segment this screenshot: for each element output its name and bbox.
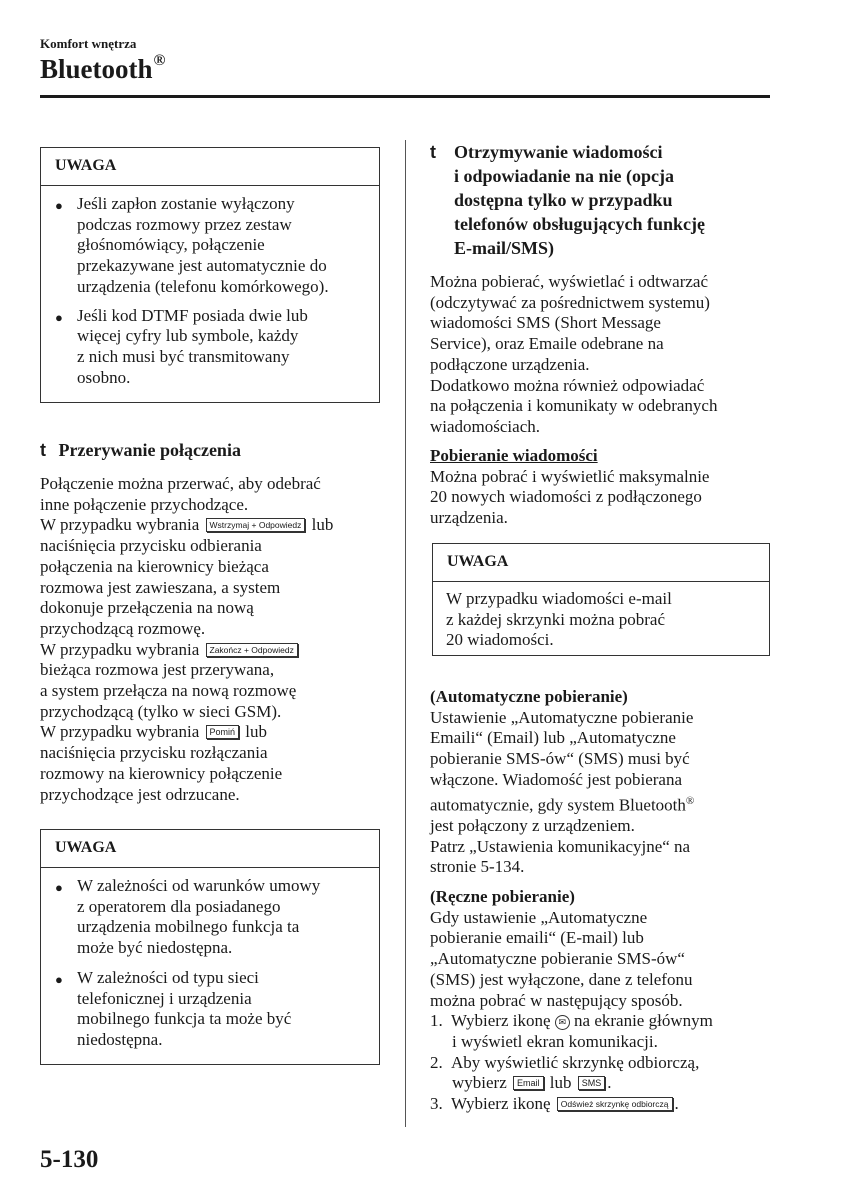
step-2: 2. Aby wyświetlić skrzynkę odbiorczą, (430, 1052, 700, 1072)
section-label: Komfort wnętrza (40, 36, 137, 51)
auto-download-heading: (Automatyczne pobieranie) (430, 687, 628, 706)
note-item: W zależności od typu sieci telefonicznej i urządzenia mobilnego funkcja ta może być niedostępna. (77, 967, 292, 1049)
page-number: 5-130 (40, 1146, 99, 1173)
note-item: Jeśli kod DTMF posiada dwie lub więcej cyfry lub symbole, każdy z nich musi być transmitowany osobno. (77, 305, 308, 387)
bullet-icon: ● (55, 972, 63, 987)
step-1: 1. Wybierz ikonę ✉ na ekranie głównym (430, 1011, 713, 1031)
bullet-icon: ● (55, 310, 63, 325)
note-box-ignition (40, 147, 380, 403)
note-item: W zależności od warunków umowy z operatorem dla posiadanego urządzenia mobilnego funkcja ta może być niedostępna. (77, 876, 321, 958)
sms-button-label: SMS (578, 1076, 606, 1090)
section-heading-messages: t Otrzymywanie wiadomości i odpowiadanie na nie (opcja dostępna tylko w przypadku telefonów obsługujących funkcję E-mail/SMS) (430, 142, 705, 258)
interrupt-body: Połączenie można przerwać, aby odebrać inne połączenie przychodzące. W przypadku wybrania Wstrzymaj + Odpowiedz lub naciśnięcia przycisku odbierania połączenia na kierownicy bieżąca rozmowa jest zawieszana, a system dokonuje przełączenia na nową przychodzącą rozmowę. W przypadku wybrania Zakończ + Odpowiedz bieżąca rozmowa jest przerywana, a system przełącza na nową rozmowę przychodzącą (tylko w sieci GSM). W przypadku wybrania Pomiń lub naciśnięcia przycisku rozłączania rozmowy na kierownicy połączenie przychodzące jest odrzucane. (40, 474, 334, 804)
section-heading-interrupt: t Przerywanie połączenia (40, 440, 241, 460)
t-bullet-icon: t (430, 142, 436, 162)
messages-icon: ✉ (555, 1015, 570, 1030)
note-label: UWAGA (433, 544, 769, 582)
note-label: UWAGA (41, 830, 379, 868)
note-box-email-limit: UWAGA W przypadku wiadomości e-mail z każdej skrzynki można pobrać 20 wiadomości. (432, 543, 770, 656)
manual-download-heading: (Ręczne pobieranie) (430, 887, 575, 906)
page-title: Bluetooth® (40, 52, 166, 84)
download-heading: Pobieranie wiadomości (430, 446, 598, 465)
skip-button-label: Pomiń (206, 725, 240, 739)
note-label: UWAGA (41, 148, 379, 186)
hold-answer-button-label: Wstrzymaj + Odpowiedz (206, 518, 306, 532)
manual-download-section: (Ręczne pobieranie) Gdy ustawienie „Automatyczne pobieranie emaili“ (E-mail) lub „Automatyczne pobieranie SMS-ów“ (SMS) jest wyłączone, dane z telefonu można pobrać w następujący sposób. 1. Wybierz ikonę ✉ na ekranie głównym i wyświetl ekran komunikacji. 2. Aby wyświetlić skrzynkę odbiorczą, wybierz Email lub SMS . 3. Wybierz ikonę Odśwież skrzynkę odbiorczą . (430, 887, 775, 1115)
bullet-icon: ● (55, 198, 63, 213)
download-section: Pobieranie wiadomości Można pobrać i wyświetlić maksymalnie 20 nowych wiadomości z podłączonego urządzenia. (430, 446, 775, 529)
end-answer-button-label: Zakończ + Odpowiedz (206, 643, 298, 657)
column-divider (405, 140, 406, 1127)
note-box-availability (40, 829, 380, 1065)
bullet-icon: ● (55, 880, 63, 895)
auto-download-section: (Automatyczne pobieranie) Ustawienie „Automatyczne pobieranie Emaili“ (Email) lub „Automatyczne pobieranie SMS-ów“ (SMS) musi być włączone. Wiadomość jest pobierana automatycznie, gdy system Bluetooth® jest połączony z urządzeniem. Patrz „Ustawienia komunikacyjne“ na stronie 5-134. (430, 687, 775, 878)
header-rule (40, 95, 770, 98)
refresh-inbox-button-label: Odśwież skrzynkę odbiorczą (557, 1097, 673, 1111)
email-button-label: Email (513, 1076, 544, 1090)
t-bullet-icon: t (40, 440, 46, 460)
note-item: Jeśli zapłon zostanie wyłączony podczas rozmowy przez zestaw głośnomówiący, połączenie przekazywane jest automatycznie do urządzenia (telefonu komórkowego). (77, 194, 329, 296)
step-3: 3. Wybierz ikonę Odśwież skrzynkę odbiorczą . (430, 1094, 679, 1114)
messages-intro: Można pobierać, wyświetlać i odtwarzać (odczytywać za pośrednictwem systemu) wiadomości SMS (Short Message Service), oraz Emaile odebrane na podłączone urządzenia. Dodatkowo można również odpowiadać na połączenia i komunikaty w odebranych wiadomościach. (430, 272, 718, 436)
